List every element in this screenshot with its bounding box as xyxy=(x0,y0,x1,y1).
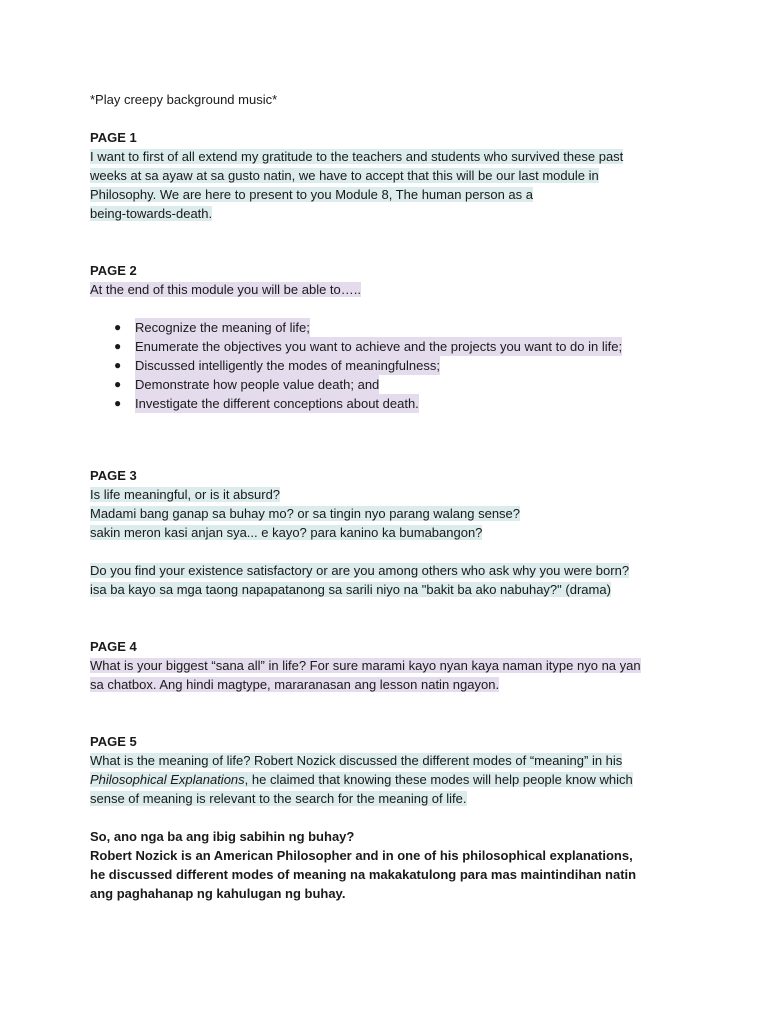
page3-paragraph-2 xyxy=(90,561,690,599)
page2-intro xyxy=(90,280,690,299)
page1-line: I want to first of all extend my gratitude to the teachers and students who survived these past xyxy=(90,149,624,164)
bold-line: Robert Nozick is an American Philosopher and in one of his philosophical explanations, xyxy=(90,848,633,863)
page1-heading: PAGE 1 xyxy=(90,130,137,145)
page3-line: Is life meaningful, or is it absurd? xyxy=(90,487,281,502)
page1-paragraph xyxy=(90,147,690,223)
bullet-icon: ● xyxy=(114,358,122,372)
page4-paragraph xyxy=(90,656,690,694)
page4-line: What is your biggest “sana all” in life? For sure marami kayo nyan kaya naman itype nyo na yan xyxy=(90,658,641,673)
bullet-icon: ● xyxy=(114,396,122,410)
objectives-list xyxy=(90,318,690,413)
page2-intro-text: At the end of this module you will be able to….. xyxy=(90,282,361,297)
page3-line: isa ba kayo sa mga taong napapatanong sa sarili niyo na "bakit ba ako nabuhay?" (drama) xyxy=(90,582,611,597)
page5-line: sense of meaning is relevant to the search for the meaning of life. xyxy=(90,791,467,806)
list-item: ● Demonstrate how people value death; and xyxy=(90,375,690,394)
intro-note: *Play creepy background music* xyxy=(90,92,278,107)
page3-paragraph xyxy=(90,485,690,542)
page1-line: weeks at sa ayaw at sa gusto natin, we have to accept that this will be our last module in xyxy=(90,168,599,183)
bold-line: ang paghahanap ng kahulugan ng buhay. xyxy=(90,886,346,901)
page5-line: , he claimed that knowing these modes will help people know which xyxy=(244,772,633,787)
page1-line: being-towards-death. xyxy=(90,206,213,221)
list-item: ● Discussed intelligently the modes of meaningfulness; xyxy=(90,356,690,375)
page3-line: Do you find your existence satisfactory or are you among others who ask why you were born? xyxy=(90,563,630,578)
page1-line: Philosophy. We are here to present to you Module 8, The human person as a xyxy=(90,187,533,202)
page5-line: What is the meaning of life? Robert Nozick discussed the different modes of “meaning” in his xyxy=(90,753,623,768)
page5-paragraph xyxy=(90,751,690,808)
document-body xyxy=(90,90,690,903)
bullet-icon: ● xyxy=(114,377,122,391)
list-item: ● Investigate the different conceptions about death. xyxy=(90,394,690,413)
book-title: Philosophical Explanations xyxy=(90,772,245,787)
page5-heading: PAGE 5 xyxy=(90,734,137,749)
page5-bold-paragraph xyxy=(90,827,690,903)
list-item: ● Recognize the meaning of life; xyxy=(90,318,690,337)
bullet-icon: ● xyxy=(114,320,122,334)
bullet-icon: ● xyxy=(114,339,122,353)
page3-line: sakin meron kasi anjan sya... e kayo? para kanino ka bumabangon? xyxy=(90,525,483,540)
bold-line: So, ano nga ba ang ibig sabihin ng buhay? xyxy=(90,829,355,844)
page4-heading: PAGE 4 xyxy=(90,639,137,654)
page3-heading: PAGE 3 xyxy=(90,468,137,483)
bold-line: he discussed different modes of meaning na makakatulong para mas maintindihan natin xyxy=(90,867,637,882)
page2-heading: PAGE 2 xyxy=(90,263,137,278)
page4-line: sa chatbox. Ang hindi magtype, mararanasan ang lesson natin ngayon. xyxy=(90,677,500,692)
page3-line: Madami bang ganap sa buhay mo? or sa tingin nyo parang walang sense? xyxy=(90,506,521,521)
list-item: ● Enumerate the objectives you want to achieve and the projects you want to do in life; xyxy=(90,337,690,356)
